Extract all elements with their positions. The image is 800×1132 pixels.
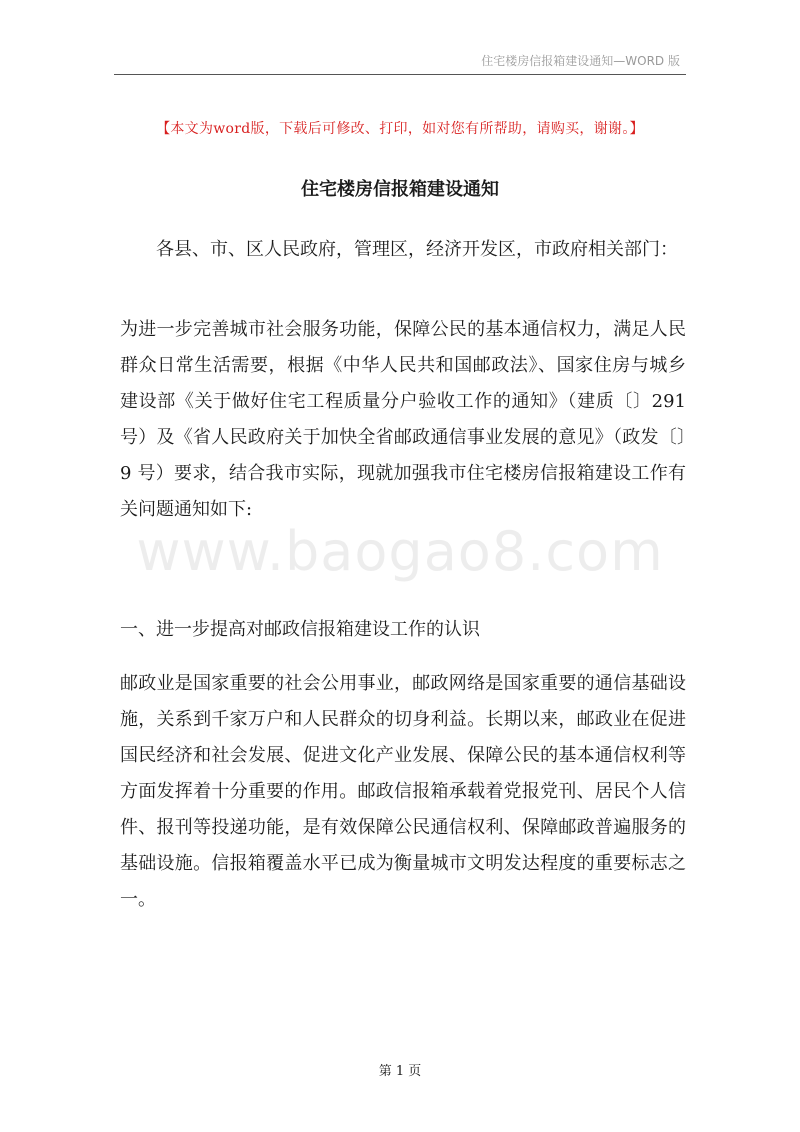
page-number: 第 1 页 bbox=[378, 1064, 422, 1079]
running-header: 住宅楼房信报箱建设通知—WORD 版 bbox=[481, 54, 680, 68]
site-watermark: www.baogao8.com bbox=[136, 520, 664, 583]
section-1-paragraph: 邮政业是国家重要的社会公用事业，邮政网络是国家重要的通信基础设施，关系到千家万户和人民群众的切身利益。长期以来，邮政业在促进国民经济和社会发展、促进文化产业发展、保障公民的基本通信权利等方面发挥着十分重要的作用。邮政信报箱承载着党报党刊、居民个人信件、报刊等投递功能，是有效保障公民通信权利、保障邮政普遍服务的基础设施。信报箱覆盖水平已成为衡量城市文明发达程度的重要标志之一。 bbox=[120, 673, 686, 910]
download-notice: 【本文为word版，下载后可修改、打印，如对您有所帮助，请购买，谢谢。】 bbox=[156, 121, 644, 137]
header-divider bbox=[114, 74, 686, 75]
section-1-heading: 一、进一步提高对邮政信报箱建设工作的认识 bbox=[120, 619, 480, 640]
intro-paragraph: 为进一步完善城市社会服务功能，保障公民的基本通信权力，满足人民群众日常生活需要，根据《中华人民共和国邮政法》、国家住房与城乡建设部《关于做好住宅工程质量分户验收工作的通知》（建质〔〕291 号）及《省人民政府关于加快全省邮政通信事业发展的意见》（政发〔〕9 号）要求，结合我市实际，现就加强我市住宅楼房信报箱建设工作有关问题通知如下: bbox=[120, 319, 686, 520]
addressee-line: 各县、市、区人民政府，管理区，经济开发区，市政府相关部门： bbox=[156, 239, 678, 260]
document-title: 住宅楼房信报箱建设通知 bbox=[301, 179, 499, 200]
